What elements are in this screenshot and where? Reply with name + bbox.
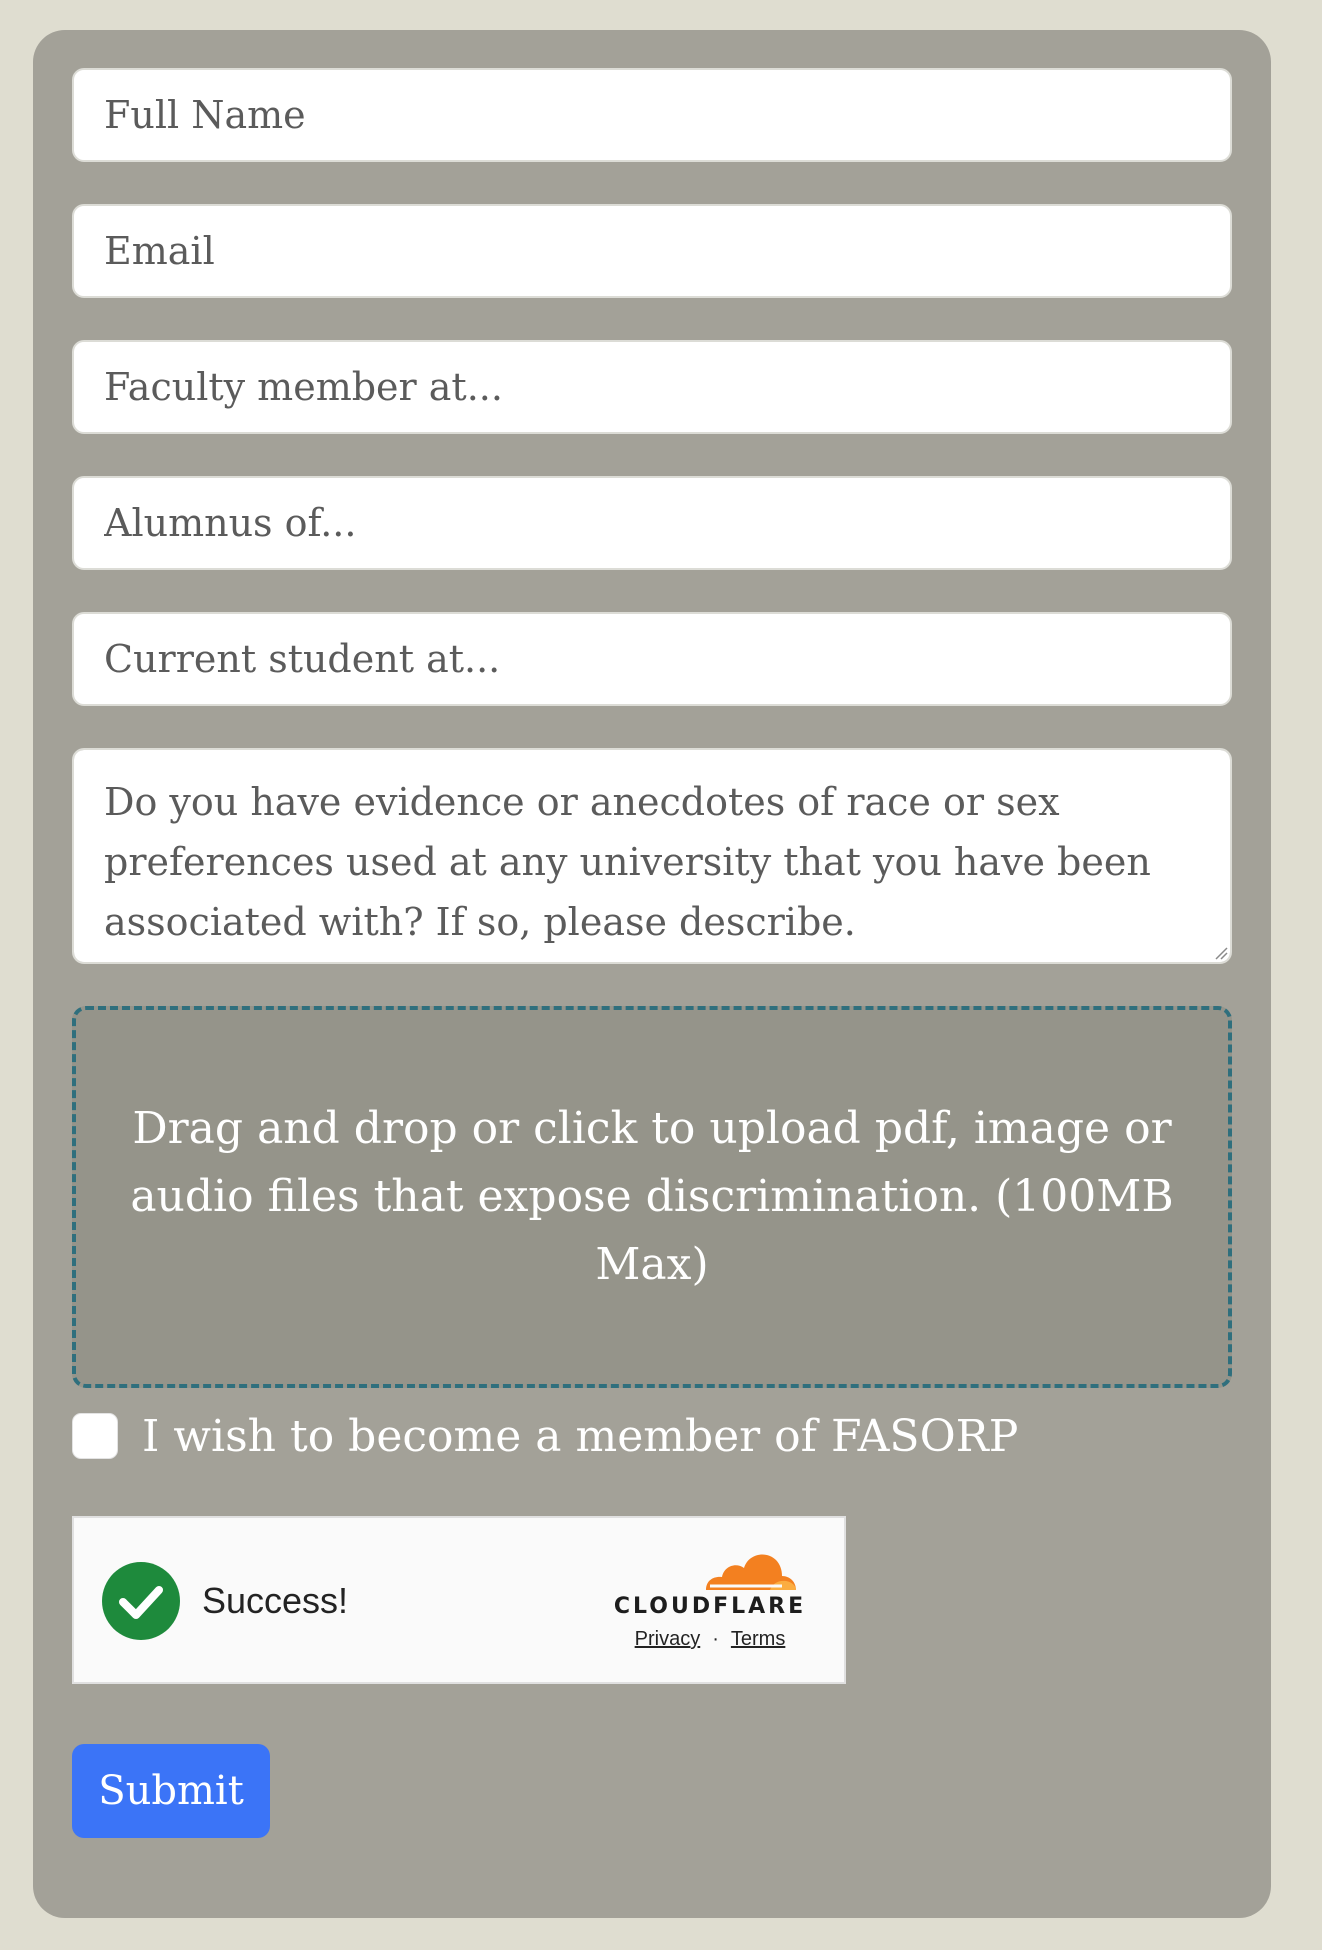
- alumnus-input[interactable]: [72, 476, 1232, 570]
- membership-checkbox[interactable]: [72, 1413, 118, 1459]
- terms-link[interactable]: Terms: [730, 1628, 786, 1650]
- privacy-link[interactable]: Privacy: [634, 1628, 701, 1650]
- membership-option[interactable]: [72, 1412, 1018, 1460]
- full-name-input[interactable]: [72, 68, 1232, 162]
- check-circle-icon: [102, 1562, 180, 1640]
- cloudflare-cloud-icon: [700, 1546, 800, 1594]
- captcha-status: Success!: [202, 1580, 349, 1621]
- evidence-textarea[interactable]: [72, 748, 1232, 964]
- link-separator: ·: [712, 1628, 719, 1650]
- current-student-input[interactable]: [72, 612, 1232, 706]
- cloudflare-logo: [600, 1546, 820, 1618]
- faculty-input[interactable]: [72, 340, 1232, 434]
- captcha-widget: [72, 1516, 846, 1684]
- upload-instructions: Drag and drop or click to upload pdf, image or audio files that expose discrimination. (100MB Max): [130, 1103, 1174, 1290]
- captcha-links: [600, 1628, 820, 1651]
- resize-grip-icon[interactable]: [1214, 946, 1228, 960]
- cloudflare-wordmark: CLOUDFLARE: [613, 1594, 807, 1619]
- membership-label: I wish to become a member of FASORP: [142, 1410, 1019, 1462]
- submit-button[interactable]: Submit: [72, 1744, 270, 1838]
- file-upload-dropzone[interactable]: [72, 1006, 1232, 1388]
- email-input[interactable]: [72, 204, 1232, 298]
